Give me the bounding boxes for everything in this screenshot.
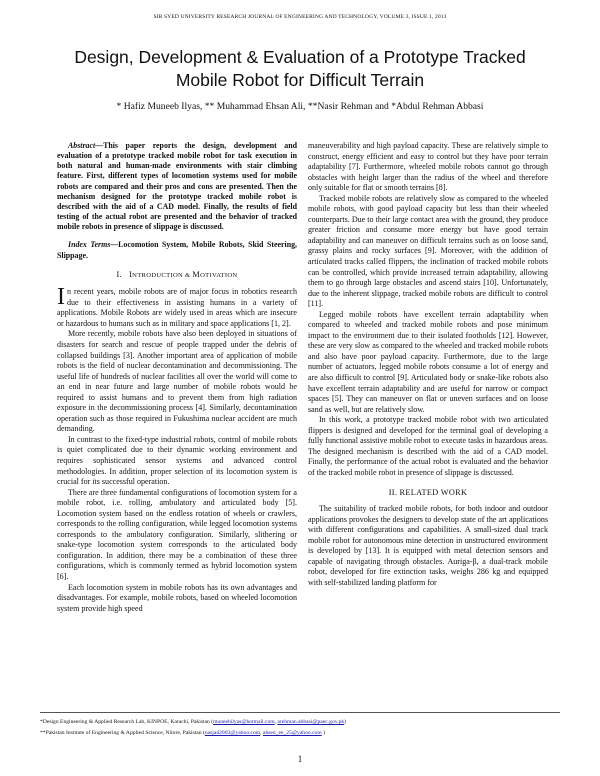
index-terms-text: —Locomotion System, Mobile Robots, Skid Steering, Slippage. bbox=[57, 240, 298, 260]
paper-title bbox=[40, 46, 560, 92]
footnote-1: *Design Engineering & Applied Research Lab, KINPOE, Karachi, Pakistan (muneebilyas@hotmail.com, arehman.abbasi@paec.gov.pk) bbox=[40, 719, 347, 725]
abstract bbox=[57, 141, 297, 232]
left-column bbox=[57, 141, 297, 614]
intro-paragraph-5: Each locomotion system in mobile robots has its own advantages and disadvantages. For example, mobile robots, based on wheeled locomotion system provide high speed bbox=[57, 582, 297, 613]
running-header: SIR SYED UNIVERSITY RESEARCH JOURNAL OF ENGINEERING AND TECHNOLOGY, VOLUME 3, ISSUE 1, 2013 bbox=[153, 14, 447, 20]
section-heading-introduction: I. INTRODUCTION & MOTIVATION bbox=[116, 269, 238, 279]
email-link[interactable]: arehman.abbasi@paec.gov.pk bbox=[277, 719, 345, 725]
section-heading-related-work: II. RELATED WORK bbox=[388, 487, 468, 497]
related-work-paragraph-1: The suitability of tracked mobile robots, for both indoor and outdoor applications provokes the designers to develop state of the art applications with different configurations and capabilities. A small-sized dual track mobile robot for autonomous mine detection in unstructured environment is developed by [13]. It is equipped with metal detection sensors and capable of navigating through obstacles. Auriga-β, a dual-track mobile robot, developed for fire extinction tasks, weighs 286 kg and equipped with self-stabilized landing platform for bbox=[308, 504, 548, 587]
intro-paragraph-1: In recent years, mobile robots are of major focus in robotics research due to their effectiveness in assisting humans in a variety of applications. Mobile Robots are widely used in areas which are insecure or hazardous to humans such as in military and space applications [1, 2]. bbox=[57, 284, 297, 328]
intro-paragraph-2: More recently, mobile robots have also been deployed in situations of disasters for search and rescue of people trapped under the debris of collapsed buildings [3]. Another important area of application of mobile robots is the field of nuclear decontamination and decommissioning. The useful life of hundreds of nuclear facilities all over the world will come to an end in near future and large number of mobile robots would be required to assist humans and to prevent them from high radiation exposure in the decommissioning process [4]. Similarly, decontamination operation such as those required in Fukushima nuclear accident are much demanding. bbox=[57, 329, 297, 434]
footnote-divider bbox=[40, 712, 560, 713]
intro-paragraph-9: In this work, a prototype tracked mobile robot with two articulated flippers is designed and developed for the terminal goal of developing a fully functional assistive mobile robot to execute tasks in hazardous areas. The designed mechanism is described with the aid of a CAD model. Finally, the performance of the actual robot is evaluated and the behavior of the tracked mobile robot in presence of slippage is discussed. bbox=[308, 415, 548, 477]
abstract-label: Abstract bbox=[68, 141, 96, 150]
drop-cap: I bbox=[57, 284, 65, 311]
page-number: 1 bbox=[297, 754, 303, 764]
title-line-1: Design, Development & Evaluation of a Prototype Tracked bbox=[74, 47, 526, 67]
footnotes bbox=[40, 717, 560, 739]
author-list: * Hafiz Muneeb Ilyas, ** Muhammad Ehsan Ali, **Nasir Rehman and *Abdul Rehman Abbasi bbox=[116, 101, 484, 112]
intro-paragraph-4: There are three fundamental configurations of locomotion system for a mobile robot, i.e. rolling, ambulatory and articulated body [5]. Locomotion system based on the endless rotation of wheels or crawlers, corresponds to the rolling configuration, while legged locomotion systems corresponds to the ambulatory configuration. Similarly, slithering or snake-type locomotion system corresponds to the articulated body configuration. In addition, there may be a combination of these three configurations, which is commonly termed as hybrid locomotion system [6]. bbox=[57, 487, 297, 582]
right-column bbox=[308, 141, 548, 588]
intro-paragraph-8: Legged mobile robots have excellent terrain adaptability when compared to wheeled and tracked mobile robots and pose minimum impact to the environment due to their isolated footholds [12]. However, these are very slow as compared to the wheeled and tracked mobile robots and also have poor payload capacity. Furthermore, due to the large number of actuators, legged mobile robots consume a lot of energy and are also difficult to control [9]. Articulated body or snake-like robots also have excellent terrain adaptability and are useful for narrow or compact spaces [5]. They can maneuver on flat or uneven surfaces and on loose sand as well, but are relatively slow. bbox=[308, 309, 548, 414]
index-terms-label: Index Terms bbox=[68, 240, 111, 250]
index-terms bbox=[57, 240, 297, 260]
email-link[interactable]: ahsen_ee_25@yahoo.com bbox=[262, 730, 322, 736]
intro-paragraph-7: Tracked mobile robots are relatively slow as compared to the wheeled mobile robots, with good payload capacity but less than their wheeled counterparts. Due to their large contact area with the ground, they produce greater friction and consume more energy but have good terrain adaptability and can maneuver on difficult terrains such as on loose sand, grassy plains and rocky surfaces [9]. Moreover, with the addition of articulated tracks called flippers, the inclination of tracked mobile robots can be controlled, which provide increased terrain adaptability, allowing them to go through large obstacles and ascend stairs [10]. Unfortunately, due to the inherent slippage, tracked mobile robots are difficult to control [11]. bbox=[308, 193, 548, 309]
title-line-2: Mobile Robot for Difficult Terrain bbox=[175, 70, 425, 90]
intro-paragraph-3: In contrast to the fixed-type industrial robots, control of mobile robots is quiet complicated due to their dynamic working environment and requires sophisticated sensor systems and advanced control methodologies. In addition, proper selection of its locomotion system is crucial for its successful operation. bbox=[57, 434, 297, 487]
abstract-text: —This paper reports the design, development and evaluation of a prototype tracked mobile robot for task execution in both natural and human-made environments with stair climbing feature. First, different types of locomotion systems used for mobile robots are compared and their pros and cons are presented. Then the mechanism designed for the prototype tracked mobile robot is described with the aid of a CAD model. Finally, the results of field testing of the actual robot are presented and the behavior of tracked mobile robots in presence of slippage is discussed. bbox=[57, 141, 297, 232]
email-link[interactable]: muneebilyas@hotmail.com bbox=[213, 719, 275, 725]
footnote-2: **Pakistan Institute of Engineering & Applied Science, Nilore, Pakistan (nasjad2003@yahoo.com, ahsen_ee_25@yahoo.com ) bbox=[40, 730, 325, 736]
email-link[interactable]: nasjad2003@yahoo.com bbox=[204, 730, 261, 736]
intro-paragraph-6: maneuverability and high payload capacity. These are relatively simple to construct, energy efficient and easy to control but they have poor terrain adaptability [7]. Furthermore, wheeled mobile robots cannot go through obstacles with height larger than the radius of the wheel and therefore only suitable for flat or smooth terrains [8]. bbox=[308, 141, 548, 193]
